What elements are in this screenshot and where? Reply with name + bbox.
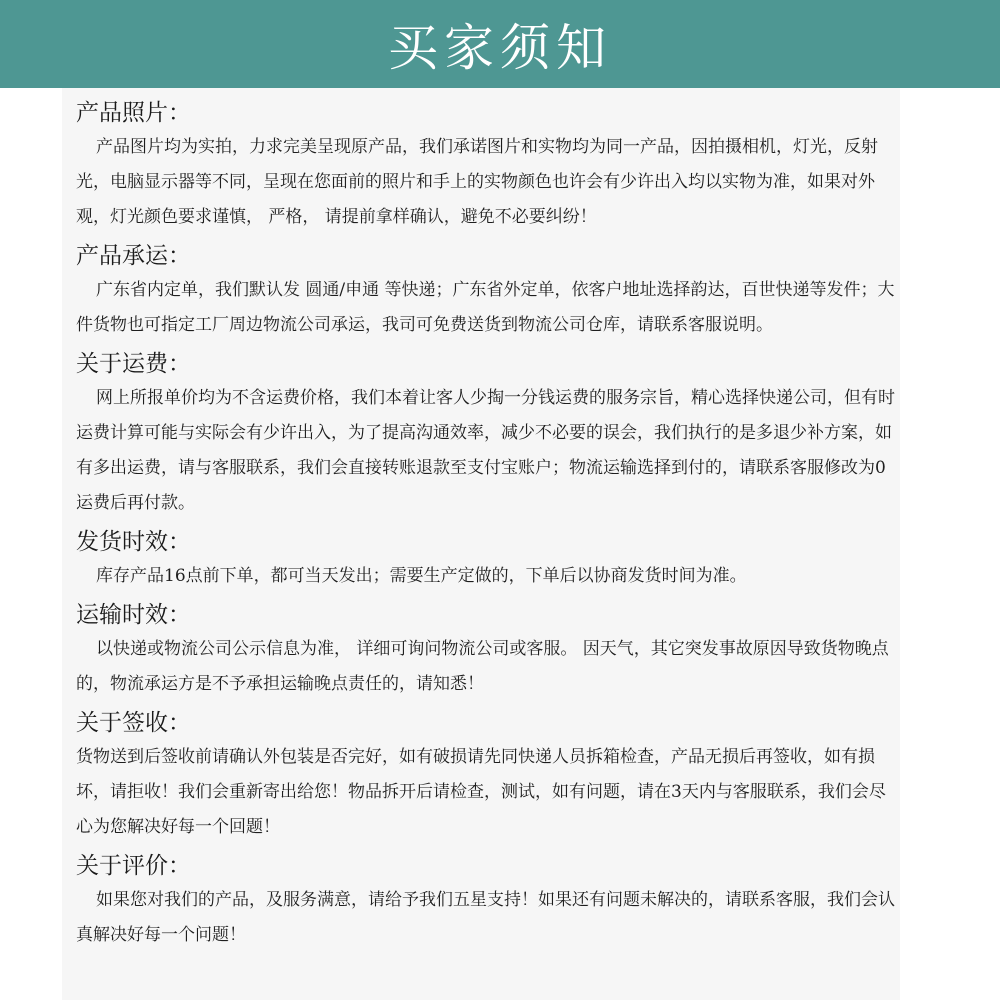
section-reviews bbox=[76, 849, 896, 953]
section-body: 如果您对我们的产品，及服务满意，请给予我们五星支持！如果还有问题未解决的，请联系客服，我们会认真解决好每一个问题！ bbox=[76, 890, 895, 945]
section-body: 库存产品16点前下单，都可当天发出；需要生产定做的，下单后以协商发货时间为准。 bbox=[96, 566, 747, 586]
section-title: 关于签收： bbox=[76, 710, 191, 736]
header-banner bbox=[0, 0, 1000, 88]
section-body: 货物送到后签收前请确认外包装是否完好，如有破损请先同快递人员拆箱检查，产品无损后再签收，如有损坏，请拒收！我们会重新寄出给您！物品拆开后请检查，测试，如有问题，请在3天内与客服联系，我们会尽心为您解决好每一个回题！ bbox=[76, 747, 886, 837]
section-title: 关于运费： bbox=[76, 351, 191, 377]
section-product-photos bbox=[76, 96, 896, 235]
section-body: 产品图片均为实拍，力求完美呈现原产品，我们承诺图片和实物均为同一产品，因拍摄相机，灯光，反射光，电脑显示器等不同，呈现在您面前的照片和手上的实物颜色也许会有少许出入均以实物为准，如果对外观，灯光颜色要求谨慎， 严格， 请提前拿样确认，避免不必要纠纷！ bbox=[76, 137, 878, 227]
section-body: 网上所报单价均为不含运费价格，我们本着让客人少掏一分钱运费的服务宗旨，精心选择快递公司，但有时运费计算可能与实际会有少许出入，为了提高沟通效率，减少不必要的误会，我们执行的是多退少补方案，如有多出运费，请与客服联系，我们会直接转账退款至支付宝账户；物流运输选择到付的，请联系客服修改为0运费后再付款。 bbox=[76, 388, 895, 513]
section-freight bbox=[76, 347, 896, 521]
section-title: 关于评价： bbox=[76, 853, 191, 879]
page-title: 买家须知 bbox=[388, 19, 612, 77]
section-receipt bbox=[76, 706, 896, 845]
section-title: 发货时效： bbox=[76, 529, 191, 555]
section-shipping bbox=[76, 239, 896, 343]
notice-content bbox=[76, 96, 896, 957]
section-body: 广东省内定单，我们默认发 圆通/申通 等快递；广东省外定单，依客户地址选择韵达，百世快递等发件；大件货物也可指定工厂周边物流公司承运，我司可免费送货到物流公司仓库，请联系客服说明。 bbox=[76, 280, 895, 335]
section-title: 产品承运： bbox=[76, 243, 191, 269]
section-transit-time bbox=[76, 598, 896, 702]
section-body: 以快递或物流公司公示信息为准， 详细可询问物流公司或客服。 因天气，其它突发事故原因导致货物晚点的，物流承运方是不予承担运输晚点责任的，请知悉！ bbox=[76, 639, 889, 694]
section-title: 产品照片： bbox=[76, 100, 191, 126]
section-dispatch-time bbox=[76, 525, 896, 594]
section-title: 运输时效： bbox=[76, 602, 191, 628]
